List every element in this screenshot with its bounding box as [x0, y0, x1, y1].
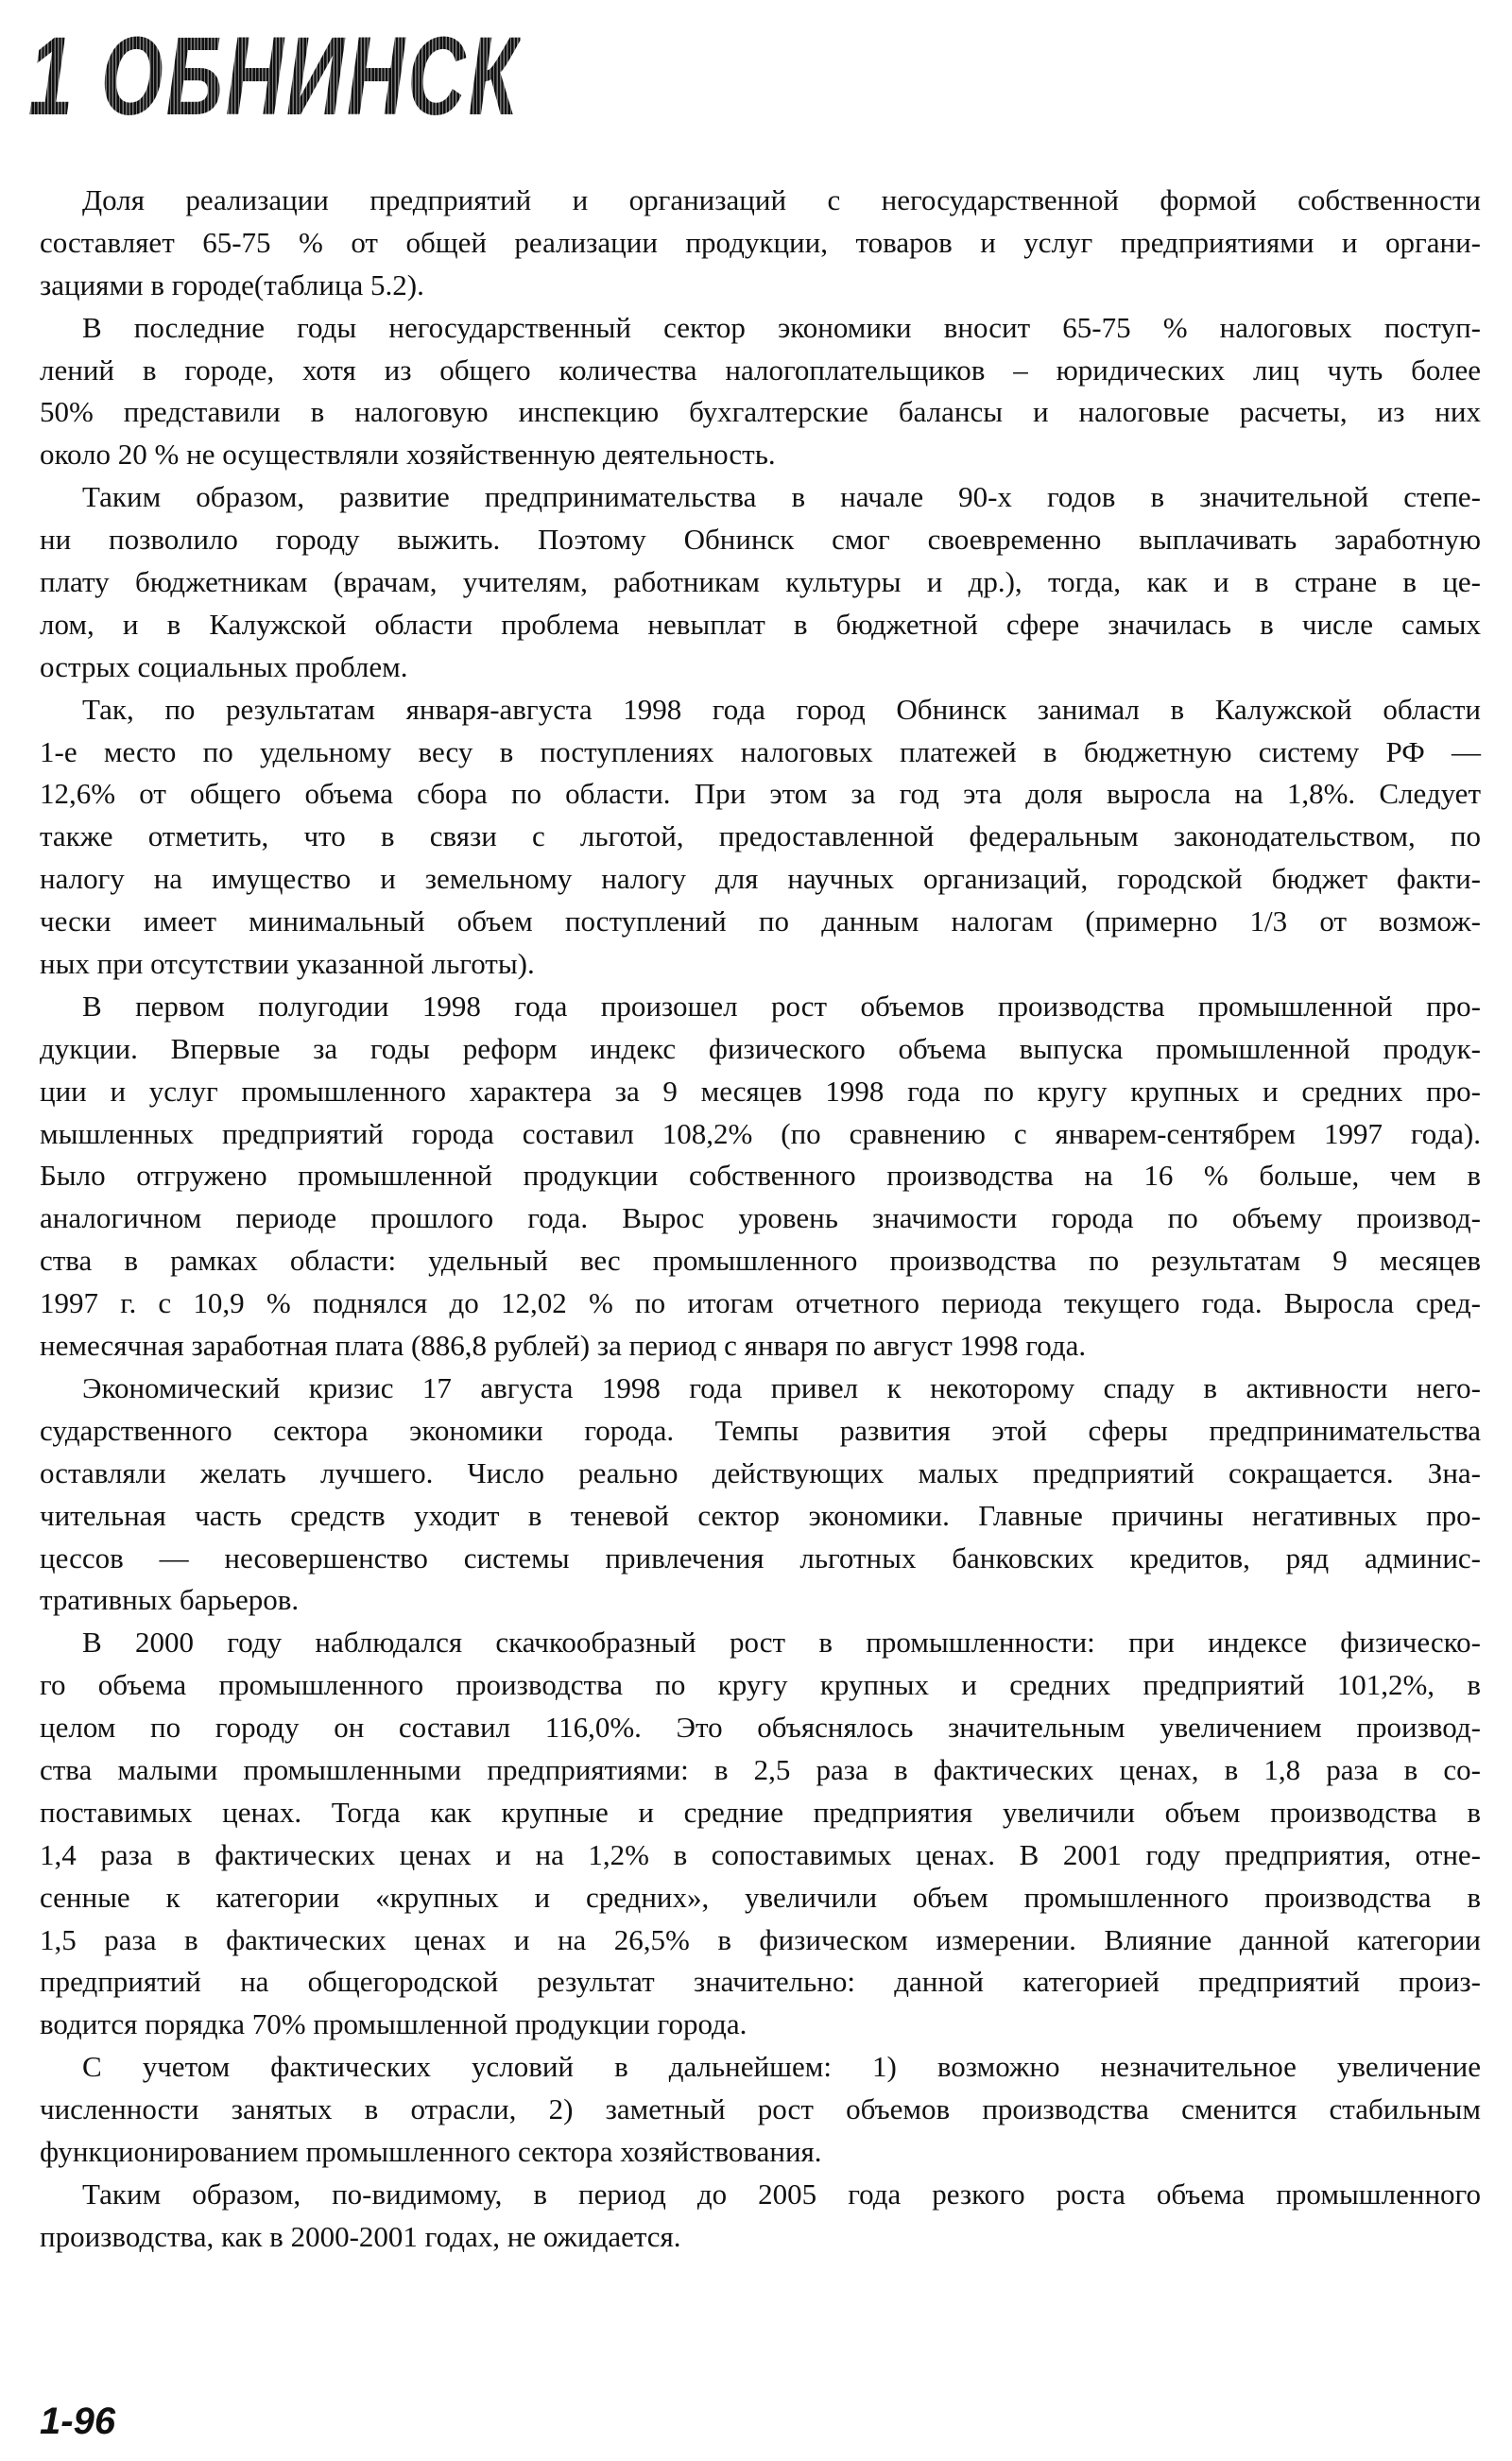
text-line: предприятий на общегородской результат значительно: данной категорией предприятий произ- — [40, 1965, 1481, 1999]
text-line: чительная часть средств уходит в теневой сектор экономики. Главные причины негативных про- — [40, 1498, 1481, 1532]
text-line: В первом полугодии 1998 года произошел рост объемов производства промышленной про- — [82, 989, 1481, 1023]
text-line: С учетом фактических условий в дальнейшем: 1) возможно незначительное увеличение — [82, 2050, 1481, 2084]
paragraph — [40, 180, 1481, 307]
text-line: 1,5 раза в фактических ценах и на 26,5% в физическом измерении. Влияние данной категории — [40, 1922, 1481, 1956]
text-line: ции и услуг промышленного характера за 9 месяцев 1998 года по кругу крупных и средних про- — [40, 1074, 1481, 1108]
text-line: 12,6% от общего объема сбора по области. При этом за год эта доля выросла на 1,8%. Следует — [40, 777, 1481, 811]
paragraph — [40, 307, 1481, 477]
text-line: налогу на имущество и земельному налогу для научных организаций, городской бюджет факти- — [40, 862, 1481, 896]
text-line: чески имеет минимальный объем поступлений по данным налогам (примерно 1/3 от возмож- — [40, 904, 1481, 938]
text-line: цессов — несовершенство системы привлечения льготных банковских кредитов, ряд админис- — [40, 1540, 1481, 1575]
text-line: дукции. Впервые за годы реформ индекс физического объема выпуска промышленной продук- — [40, 1031, 1481, 1065]
text-line: также отметить, что в связи с льготой, предоставленной федеральным законодательством, по — [40, 819, 1481, 853]
text-line: производства, как в 2000-2001 годах, не ожидается. — [40, 2219, 681, 2253]
body-text — [40, 180, 1481, 2259]
text-line: В 2000 году наблюдался скачкообразный рост в промышленности: при индексе физическо- — [82, 1626, 1481, 1660]
text-line: В последние годы негосударственный сектор экономики вносит 65-75 % налоговых поступ- — [82, 310, 1481, 344]
chapter-title: 1 ОБНИНСК — [28, 14, 521, 139]
text-line: ства в рамках области: удельный вес промышленного производства по результатам 9 месяцев — [40, 1244, 1481, 1278]
text-line: острых социальных проблем. — [40, 649, 408, 683]
text-line: плату бюджетникам (врачам, учителям, работникам культуры и др.), тогда, как и в стране в це- — [40, 565, 1481, 599]
text-line: 1-е место по удельному весу в поступлениях налоговых платежей в бюджетную систему РФ — — [40, 734, 1481, 768]
text-line: водится порядка 70% промышленной продукции города. — [40, 2007, 747, 2041]
text-line: функционированием промышленного сектора хозяйствования. — [40, 2134, 822, 2168]
text-line: Таким образом, развитие предпринимательства в начале 90-х годов в значительной степе- — [82, 480, 1481, 514]
text-line: зациями в городе(таблица 5.2). — [40, 267, 424, 301]
text-line: поставимых ценах. Тогда как крупные и средние предприятия увеличили объем производства в — [40, 1795, 1481, 1829]
text-line: тративных барьеров. — [40, 1583, 300, 1617]
paragraph — [40, 2174, 1481, 2259]
paragraph — [40, 986, 1481, 1368]
text-line: 50% представили в налоговую инспекцию бухгалтерские балансы и налоговые расчеты, из них — [40, 395, 1481, 429]
text-line: аналогичном периоде прошлого года. Вырос уровень значимости города по объему производ- — [40, 1201, 1481, 1235]
text-line: составляет 65-75 % от общей реализации продукции, товаров и услуг предприятиями и органи- — [40, 225, 1481, 259]
text-line: Таким образом, по-видимому, в период до 2005 года резкого роста объема промышленного — [82, 2177, 1481, 2211]
text-line: численности занятых в отрасли, 2) заметный рост объемов производства сменится стабильным — [40, 2092, 1481, 2126]
text-line: сенные к категории «крупных и средних», увеличили объем промышленного производства в — [40, 1880, 1481, 1914]
text-line: Было отгружено промышленной продукции собственного производства на 16 % больше, чем в — [40, 1159, 1481, 1193]
text-line: целом по городу он составил 116,0%. Это объяснялось значительным увеличением производ- — [40, 1711, 1481, 1745]
paragraph — [40, 2046, 1481, 2174]
text-line: ства малыми промышленными предприятиями: в 2,5 раза в фактических ценах, в 1,8 раза в со- — [40, 1752, 1481, 1786]
text-line: го объема промышленного производства по кругу крупных и средних предприятий 101,2%, в — [40, 1668, 1481, 1702]
text-line: ни позволило городу выжить. Поэтому Обнинск смог своевременно выплачивать заработную — [40, 523, 1481, 557]
text-line: мышленных предприятий города составил 108,2% (по сравнению с январем-сентябрем 1997 года). — [40, 1116, 1481, 1150]
text-line: около 20 % не осуществляли хозяйственную деятельность. — [40, 438, 776, 472]
text-line: сударственного сектора экономики города. Темпы развития этой сферы предпринимательства — [40, 1413, 1481, 1447]
paragraph — [40, 476, 1481, 688]
text-line: лом, и в Калужской области проблема невыплат в бюджетной сфере значилась в числе самых — [40, 607, 1481, 641]
paragraph — [40, 1368, 1481, 1622]
paragraph — [40, 689, 1481, 986]
text-line: Доля реализации предприятий и организаций с негосударственной формой собственности — [82, 183, 1481, 216]
text-line: немесячная заработная плата (886,8 рублей) за период с января по август 1998 года. — [40, 1329, 1087, 1363]
text-line: 1,4 раза в фактических ценах и на 1,2% в сопоставимых ценах. В 2001 году предприятия, отне- — [40, 1837, 1481, 1871]
text-line: 1997 г. с 10,9 % поднялся до 12,02 % по итогам отчетного периода текущего года. Выросла сред- — [40, 1286, 1481, 1320]
page-number: 1-96 — [40, 2401, 116, 2442]
text-line: Экономический кризис 17 августа 1998 года привел к некоторому спаду в активности него- — [82, 1370, 1481, 1404]
paragraph — [40, 1622, 1481, 2046]
text-line: лений в городе, хотя из общего количества налогоплательщиков – юридических лиц чуть более — [40, 353, 1481, 387]
text-line: ных при отсутствии указанной льготы). — [40, 947, 535, 981]
text-line: оставляли желать лучшего. Число реально действующих малых предприятий сокращается. Зна- — [40, 1455, 1481, 1489]
text-line: Так, по результатам января-августа 1998 года город Обнинск занимал в Калужской области — [82, 692, 1481, 726]
